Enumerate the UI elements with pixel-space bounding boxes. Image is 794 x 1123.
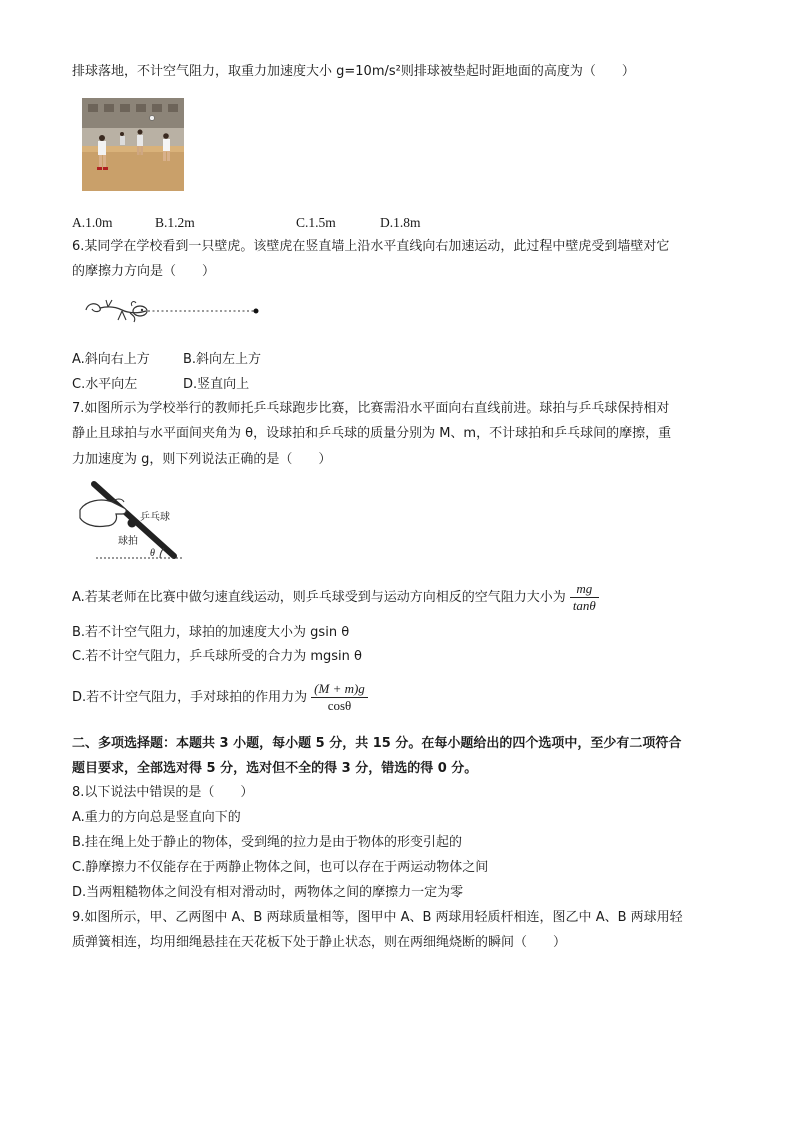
- fraction-denominator: cosθ: [327, 698, 352, 713]
- q9-stem-line2: 质弹簧相连，均用细绳悬挂在天花板下处于静止状态，则在两细绳烧断的瞬间（ ）: [72, 935, 567, 950]
- q6-option-b: B.斜向左上方: [183, 352, 262, 367]
- paddle-label: 球拍: [118, 536, 138, 547]
- q5-stem: 排球落地，不计空气阻力，取重力加速度大小 g=10m/s²则排球被垫起时距地面的高度为（ ）: [72, 64, 635, 79]
- ball-label: 乒乓球: [140, 512, 170, 523]
- section2-heading-line2: 题目要求，全部选对得 5 分，选对但不全的得 3 分，错选的得 0 分。: [72, 761, 478, 776]
- q7-option-b: B.若不计空气阻力，球拍的加速度大小为 gsin θ: [72, 625, 350, 640]
- section2-heading-line1: 二、多项选择题：本题共 3 小题，每小题 5 分，共 15 分。在每小题给出的四个选项中，至少有二项符合: [72, 736, 682, 751]
- q9-stem-line1: 9.如图所示，甲、乙两图中 A、B 两球质量相等，图甲中 A、B 两球用轻质杆相连，图乙中 A、B 两球用轻: [72, 910, 683, 925]
- q7-option-d-fraction: [311, 681, 368, 714]
- q5-option-b: B.1.2m: [155, 215, 195, 230]
- gecko-figure: [82, 296, 267, 332]
- q6-stem-line1: 6.某同学在学校看到一只壁虎。该壁虎在竖直墙上沿水平直线向右加速运动，此过程中壁虎受到墙壁对它: [72, 239, 670, 254]
- q6-stem-line2: 的摩擦力方向是（ ）: [72, 264, 216, 279]
- q7-option-d: [72, 680, 368, 716]
- q7-option-a-text: A.若某老师在比赛中做匀速直线运动，则乒乓球受到与运动方向相反的空气阻力大小为: [72, 590, 566, 605]
- paddle-figure: [76, 478, 196, 568]
- q7-stem-line1: 7.如图所示为学校举行的教师托乒乓球跑步比赛，比赛需沿水平面向右直线前进。球拍与乒乓球保持相对: [72, 401, 670, 416]
- fraction-denominator: tanθ: [572, 598, 596, 613]
- q6-option-c: C.水平向左: [72, 377, 138, 392]
- q5-option-d: D.1.8m: [380, 215, 421, 230]
- q7-option-c: C.若不计空气阻力，乒乓球所受的合力为 mgsin θ: [72, 649, 362, 664]
- q7-option-a: [72, 580, 599, 616]
- q7-stem-line3: 力加速度为 g，则下列说法正确的是（ ）: [72, 452, 332, 467]
- q5-option-c: C.1.5m: [296, 215, 336, 230]
- volleyball-photo: [82, 98, 184, 191]
- q8-option-d: D.当两粗糙物体之间没有相对滑动时，两物体之间的摩擦力一定为零: [72, 885, 464, 900]
- q6-option-a: A.斜向右上方: [72, 352, 150, 367]
- q5-option-a: A.1.0m: [72, 215, 113, 230]
- q8-option-c: C.静摩擦力不仅能存在于两静止物体之间，也可以存在于两运动物体之间: [72, 860, 489, 875]
- fraction-numerator: mg: [570, 581, 599, 598]
- q7-option-d-text: D.若不计空气阻力，手对球拍的作用力为: [72, 690, 308, 705]
- fraction-numerator: (M + m)g: [311, 681, 368, 698]
- theta-label: θ: [150, 548, 155, 559]
- q8-option-b: B.挂在绳上处于静止的物体，受到绳的拉力是由于物体的形变引起的: [72, 835, 463, 850]
- q6-option-d: D.竖直向上: [183, 377, 250, 392]
- q8-option-a: A.重力的方向总是竖直向下的: [72, 810, 241, 825]
- q7-stem-line2: 静止且球拍与水平面间夹角为 θ，设球拍和乒乓球的质量分别为 M、m，不计球拍和乒乓球间的摩擦，重: [72, 426, 672, 441]
- q8-stem: 8.以下说法中错误的是（ ）: [72, 785, 254, 800]
- q7-option-a-fraction: [570, 581, 599, 614]
